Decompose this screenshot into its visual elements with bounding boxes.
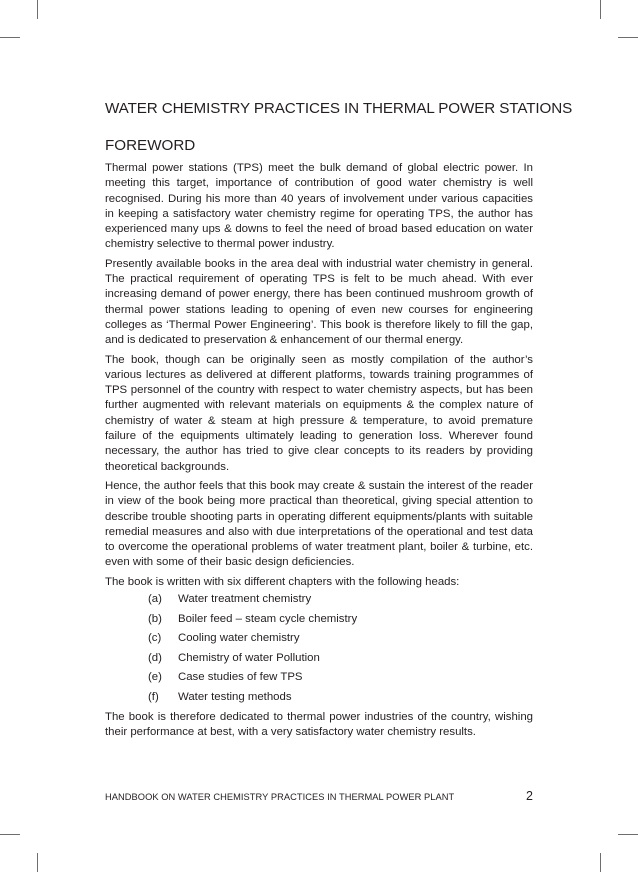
crop-mark <box>600 0 601 19</box>
list-marker: (b) <box>148 612 162 625</box>
crop-mark <box>37 0 38 19</box>
crop-mark <box>618 37 638 38</box>
list-marker: (a) <box>148 593 162 606</box>
list-item <box>105 612 533 632</box>
crop-mark <box>600 853 601 872</box>
crop-mark <box>618 834 638 835</box>
document-title: WATER CHEMISTRY PRACTICES IN THERMAL POWER STATIONS <box>105 100 573 117</box>
crop-mark <box>0 37 20 38</box>
page-number: 2 <box>526 789 533 803</box>
section-heading: FOREWORD <box>105 137 196 154</box>
list-marker: (f) <box>148 690 159 703</box>
list-item <box>105 690 533 710</box>
list-marker: (e) <box>148 671 162 684</box>
list-item <box>105 592 533 612</box>
paragraph: Thermal power stations (TPS) meet the bulk demand of global electric power. In meeting this target, importance of contribution of good water chemistry is well recognised. During his more than 40 years of involvement under various capacities in keeping a satisfactory water chemistry regime for operating TPS, the author has experienced many ups & downs to feel the need of broad based education on water chemistry selective to thermal power industry. <box>105 162 533 251</box>
paragraph: The book is written with six different chapters with the following heads: <box>105 575 460 588</box>
crop-mark <box>0 834 20 835</box>
list-item-text: Cooling water chemistry <box>178 632 300 645</box>
running-title: HANDBOOK ON WATER CHEMISTRY PRACTICES IN THERMAL POWER PLANT <box>105 792 455 802</box>
chapter-list <box>105 592 533 710</box>
closing-paragraph: The book is therefore dedicated to thermal power industries of the country, wishing their performance at best, with a very satisfactory water chemistry results. <box>105 710 533 738</box>
paragraph: The book, though can be originally seen as mostly compilation of the author’s various lectures as delivered at different platforms, towards training programmes of TPS personnel of the country with respect to water chemistry aspects, but has been further augmented with relevant materials on equipments & the complex nature of chemistry of water & steam at high pressure & temperature, to avoid premature failure of the equipments ultimately leading to generation loss. Wherever found necessary, the author has tried to give clear concepts to its readers by providing theoretical backgrounds. <box>105 353 533 473</box>
list-item <box>105 651 533 671</box>
list-marker: (d) <box>148 651 162 664</box>
paragraph: Hence, the author feels that this book may create & sustain the interest of the reader in view of the book being more practical than theoretical, giving special attention to describe trouble shooting parts in operating different equipments/plants with suitable remedial measures and also with due interpretations of the operational and test data to overcome the operational problems of water treatment plant, boiler & turbine, etc. even with some of their basic design deficiencies. <box>105 479 533 569</box>
page-content <box>105 100 573 744</box>
paragraph: Presently available books in the area deal with industrial water chemistry in general. The practical requirement of operating TPS is felt to be much ahead. With ever increasing demand of power energy, there has been continued mushroom growth of thermal power stations leading to opening of even new courses for engineering colleges as ‘Thermal Power Engineering’. This book is therefore likely to fill the gap, and is dedicated to preservation & enhancement of our thermal energy. <box>105 257 533 347</box>
list-item-text: Boiler feed – steam cycle chemistry <box>178 612 358 625</box>
page-footer <box>105 789 533 803</box>
list-marker: (c) <box>148 632 162 645</box>
crop-mark <box>37 853 38 872</box>
list-item-text: Case studies of few TPS <box>178 671 303 684</box>
list-item <box>105 670 533 690</box>
list-item-text: Chemistry of water Pollution <box>178 651 320 664</box>
list-item-text: Water testing methods <box>178 690 292 703</box>
list-item-text: Water treatment chemistry <box>178 593 312 606</box>
list-item <box>105 631 533 651</box>
